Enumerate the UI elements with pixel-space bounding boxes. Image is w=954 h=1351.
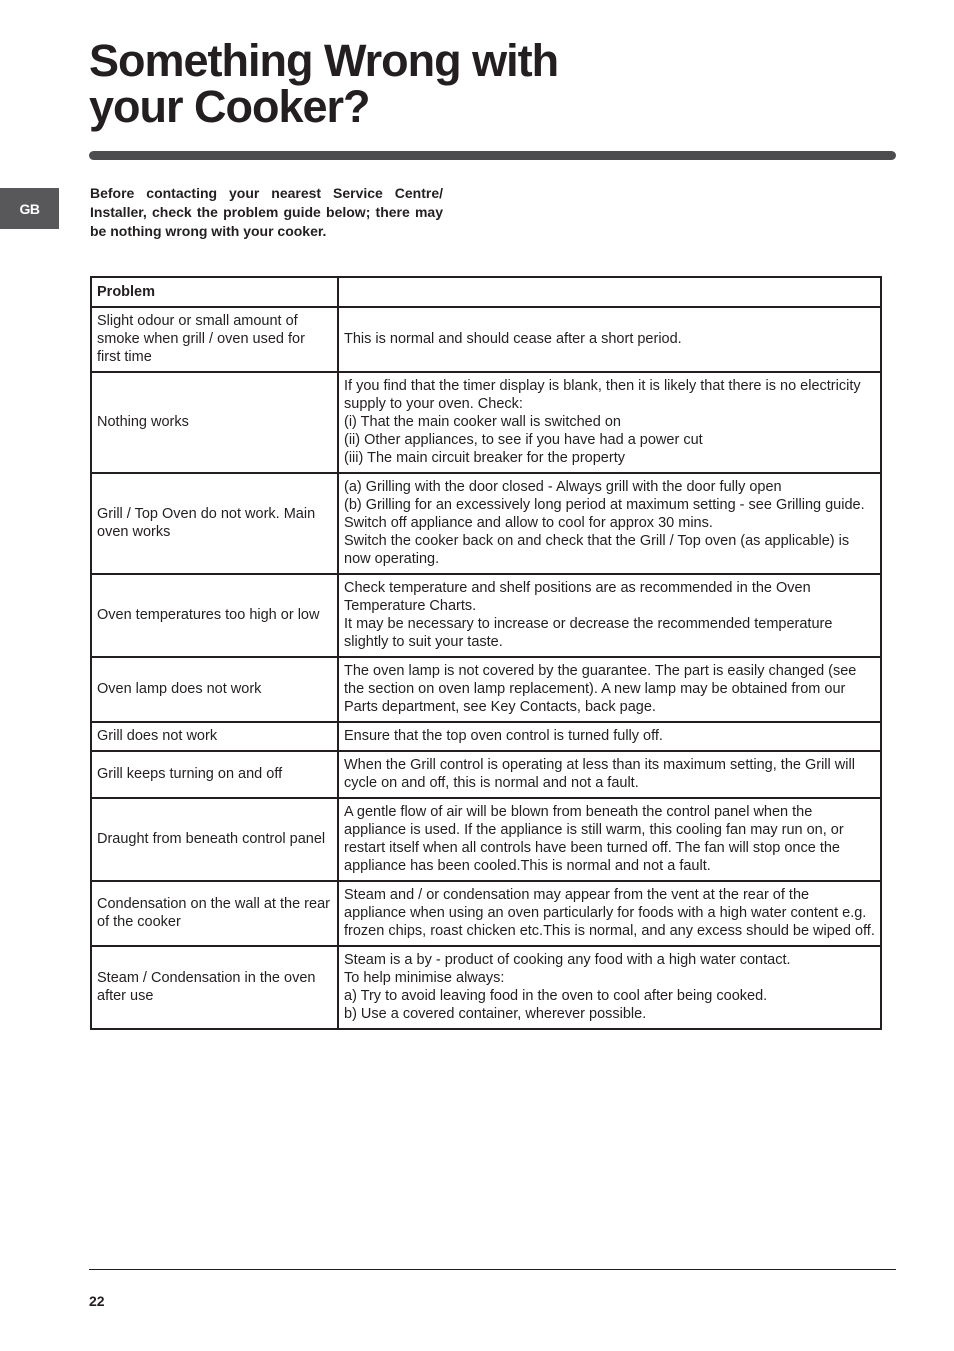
problem-cell: Nothing works [91,372,338,473]
solution-cell [338,657,881,722]
page-title [89,35,559,132]
solution-cell [338,751,881,798]
intro-paragraph: Before contacting your nearest Service Centre/ Installer, check the problem guide below; there may be nothing wrong with your cooker. [90,185,443,239]
page-number: 22 [89,1293,105,1309]
title-divider-bar [89,151,896,160]
table-body [91,307,881,1029]
solution-line: (i) That the main cooker wall is switched on [344,414,621,430]
solution-line: To help minimise always: [344,970,505,986]
solution-line: b) Use a covered container, wherever possible. [344,1006,647,1022]
problem-cell: Draught from beneath control panel [91,798,338,881]
problem-cell: Grill does not work [91,722,338,751]
solution-line: Check temperature and shelf positions are as recommended in the Oven Temperature Charts. [344,580,811,614]
solution-line: Steam is a by - product of cooking any food with a high water contact. [344,952,791,968]
solution-line: (iii) The main circuit breaker for the property [344,450,625,466]
solution-cell [338,722,881,751]
solution-cell [338,307,881,372]
table-row [91,946,881,1029]
solution-line: (b) Grilling for an excessively long period at maximum setting - see Grilling guide. Switch off appliance and allow to cool for approx 30 mins. [344,497,865,531]
table-row [91,657,881,722]
table-row [91,881,881,946]
solution-line: A gentle flow of air will be blown from beneath the control panel when the appliance is used. If the appliance is still warm, this cooling fan may run on, or restart itself when all controls have been turned off. The fan will stop once the appliance has been cooled.This is normal and not a fault. [344,804,844,874]
problem-cell: Steam / Condensation in the oven after use [91,946,338,1029]
problem-cell: Grill keeps turning on and off [91,751,338,798]
language-tab: GB [0,188,59,229]
solution-line: It may be necessary to increase or decrease the recommended temperature slightly to suit your taste. [344,616,833,650]
table-row [91,307,881,372]
problem-cell: Grill / Top Oven do not work. Main oven works [91,473,338,574]
table-row [91,751,881,798]
table-row [91,473,881,574]
solution-cell [338,946,881,1029]
solution-cell [338,798,881,881]
problem-guide-table [90,276,882,1030]
table-row [91,722,881,751]
solution-line: When the Grill control is operating at less than its maximum setting, the Grill will cycle on and off, this is normal and not a fault. [344,757,855,791]
problem-cell: Oven temperatures too high or low [91,574,338,657]
solution-cell [338,372,881,473]
table-header-row [91,277,881,307]
solution-line: This is normal and should cease after a short period. [344,331,682,347]
header-problem: Problem [91,277,338,307]
solution-line: a) Try to avoid leaving food in the oven to cool after being cooked. [344,988,768,1004]
solution-cell [338,881,881,946]
table-row [91,372,881,473]
page-title-line-2: your Cooker? [89,81,370,132]
solution-cell [338,473,881,574]
solution-line: The oven lamp is not covered by the guarantee. The part is easily changed (see the section on oven lamp replacement). A new lamp may be obtained from our Parts department, see Key Contacts, back page. [344,663,857,715]
solution-line: (ii) Other appliances, to see if you have had a power cut [344,432,703,448]
solution-line: Switch the cooker back on and check that the Grill / Top oven (as applicable) is now operating. [344,533,850,567]
problem-cell: Condensation on the wall at the rear of the cooker [91,881,338,946]
solution-line: Ensure that the top oven control is turned fully off. [344,728,663,744]
problem-cell: Oven lamp does not work [91,657,338,722]
footer-divider [89,1269,896,1270]
solution-cell [338,574,881,657]
solution-line: (a) Grilling with the door closed - Always grill with the door fully open [344,479,782,495]
table-row [91,574,881,657]
header-solution [338,277,881,307]
page-title-line-1: Something Wrong with [89,35,559,86]
solution-line: Steam and / or condensation may appear from the vent at the rear of the appliance when using an oven particularly for foods with a high water content e.g. frozen chips, roast chicken etc.This is normal, and any excess should be wiped off. [344,887,875,939]
table-row [91,798,881,881]
solution-line: If you find that the timer display is blank, then it is likely that there is no electricity supply to your oven. Check: [344,378,861,412]
problem-cell: Slight odour or small amount of smoke when grill / oven used for first time [91,307,338,372]
